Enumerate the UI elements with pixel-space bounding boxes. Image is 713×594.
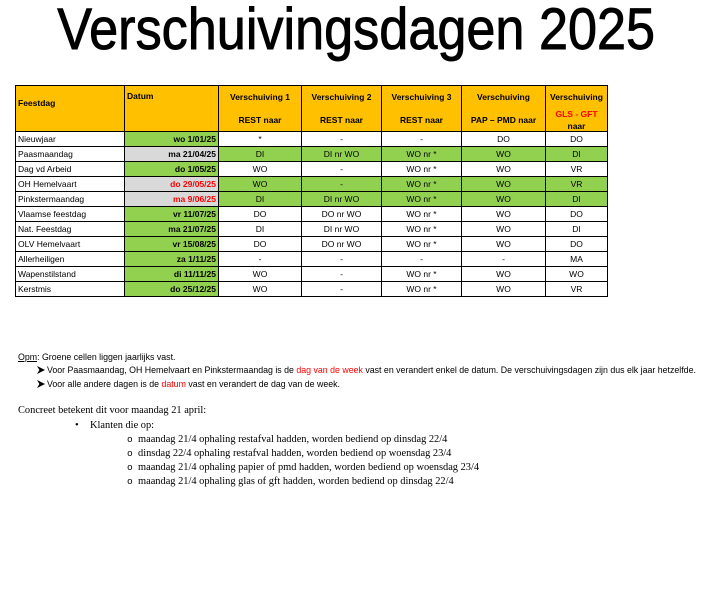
cell-v2: - [302,177,382,192]
cell-datum: vr 11/07/25 [125,207,219,222]
cell-datum: do 25/12/25 [125,282,219,297]
cell-gls: VR [546,177,608,192]
header-verschuiving-pap-pmd [462,86,546,132]
header-title: Verschuiving [477,92,530,102]
header-title: Verschuiving [550,92,603,102]
example-item: maandag 21/4 ophaling papier of pmd hadden, worden bediend op woensdag 23/4 [138,462,480,473]
cell-v3: - [382,252,462,267]
cell-v1: DI [219,192,302,207]
table-row [16,207,608,222]
header-datum [125,86,219,132]
cell-datum: vr 15/08/25 [125,237,219,252]
cell-datum: ma 9/06/25 [125,192,219,207]
cell-datum: wo 1/01/25 [125,132,219,147]
cell-gls: VR [546,282,608,297]
cell-v2: - [302,267,382,282]
cell-feestdag: OLV Hemelvaart [16,237,125,252]
cell-v2: - [302,162,382,177]
cell-feestdag: Paasmaandag [16,147,125,162]
cell-pap: WO [462,222,546,237]
header-title: Verschuiving 1 [230,92,290,102]
cell-v2: DI nr WO [302,222,382,237]
cell-v3: WO nr * [382,222,462,237]
table-row [16,282,608,297]
table-row [16,192,608,207]
page-title-container [0,0,713,62]
note-highlight: dag van de week [296,365,363,375]
sub-bullet-marker: o [127,448,133,459]
remark-text: : Groene cellen liggen jaarlijks vast. [37,352,176,362]
header-feestdag [16,86,125,132]
cell-v3: - [382,132,462,147]
cell-feestdag: Dag vd Arbeid [16,162,125,177]
table-row [16,222,608,237]
header-subtitle: REST naar [320,115,363,125]
cell-v3: WO nr * [382,147,462,162]
cell-datum: ma 21/04/25 [125,147,219,162]
cell-v2: - [302,252,382,267]
header-verschuiving-1 [219,86,302,132]
table-row [16,252,608,267]
cell-feestdag: OH Hemelvaart [16,177,125,192]
cell-v1: DO [219,237,302,252]
cell-v3: WO nr * [382,207,462,222]
header-subtitle: REST naar [400,115,443,125]
cell-v1: - [219,252,302,267]
cell-v2: DI nr WO [302,147,382,162]
example-item: maandag 21/4 ophaling restafval hadden, worden bediend op dinsdag 22/4 [138,434,448,445]
cell-feestdag: Nieuwjaar [16,132,125,147]
cell-gls: VR [546,162,608,177]
cell-v2: - [302,132,382,147]
cell-v1: * [219,132,302,147]
cell-gls: DO [546,132,608,147]
cell-v3: WO nr * [382,267,462,282]
sub-bullet-marker: o [127,462,133,473]
arrow-bullet-icon [37,366,45,374]
cell-v3: WO nr * [382,162,462,177]
cell-feestdag: Kerstmis [16,282,125,297]
table-row [16,237,608,252]
cell-pap: WO [462,282,546,297]
cell-datum: za 1/11/25 [125,252,219,267]
header-verschuiving-3 [382,86,462,132]
table-row [16,162,608,177]
cell-feestdag: Vlaamse feestdag [16,207,125,222]
header-subtitle: REST naar [238,115,282,125]
cell-feestdag: Nat. Feestdag [16,222,125,237]
note-bullet [47,378,340,390]
table-header-row [16,86,608,132]
cell-v2: DO nr WO [302,207,382,222]
cell-gls: DO [546,207,608,222]
cell-feestdag: Wapenstilstand [16,267,125,282]
cell-datum: do 1/05/25 [125,162,219,177]
cell-v1: WO [219,177,302,192]
header-subtitle: PAP – PMD naar [470,115,537,125]
note-text: vast en verandert enkel de datum. De verschuivingsdagen zijn dus elk jaar hetzelfde. [362,365,696,375]
cell-pap: WO [462,192,546,207]
bullet-marker: • [75,420,79,431]
example-intro: Concreet betekent dit voor maandag 21 april: [18,405,207,416]
note-text: Voor alle andere dagen is de [47,379,162,389]
cell-gls: DI [546,192,608,207]
cell-v1: DI [219,222,302,237]
cell-feestdag: Allerheiligen [16,252,125,267]
cell-v2: DI nr WO [302,192,382,207]
cell-v3: WO nr * [382,282,462,297]
cell-gls: DO [546,237,608,252]
cell-v1: WO [219,267,302,282]
cell-v1: DO [219,207,302,222]
cell-v3: WO nr * [382,192,462,207]
note-bullet [47,364,696,376]
cell-v2: - [302,282,382,297]
cell-v1: WO [219,162,302,177]
cell-pap: WO [462,177,546,192]
table-row [16,132,608,147]
cell-pap: WO [462,267,546,282]
table-row [16,177,608,192]
header-feestdag-label: Feestdag [18,98,56,108]
sub-bullet-marker: o [127,476,133,487]
cell-gls: DI [546,222,608,237]
header-subtitle: naar [567,121,586,131]
cell-v1: DI [219,147,302,162]
remark-label: Opm [18,352,38,362]
cell-datum: di 11/11/25 [125,267,219,282]
table-row [16,147,608,162]
cell-pap: DO [462,132,546,147]
schedule-table [15,85,608,297]
note-highlight: datum [161,379,186,389]
cell-v3: WO nr * [382,177,462,192]
cell-pap: - [462,252,546,267]
header-title: Verschuiving 2 [311,92,372,102]
example-item: maandag 21/4 ophaling glas of gft hadden, worden bediend op dinsdag 22/4 [138,476,454,487]
header-title: Verschuiving 3 [391,92,452,102]
header-subtitle-highlight: GLS - GFT [555,109,598,119]
cell-pap: WO [462,147,546,162]
header-datum-label: Datum [127,91,154,101]
header-verschuiving-2 [302,86,382,132]
header-verschuiving-gls-gft [546,86,608,132]
table-row [16,267,608,282]
table-body [16,132,608,297]
remark-line [18,351,175,363]
cell-v3: WO nr * [382,237,462,252]
sub-bullet-marker: o [127,434,133,445]
note-text: vast en verandert de dag van de week. [185,379,340,389]
page-title: Verschuivingsdagen 2025 [57,0,656,62]
cell-pap: WO [462,237,546,252]
cell-feestdag: Pinkstermaandag [16,192,125,207]
cell-gls: DI [546,147,608,162]
cell-v2: DO nr WO [302,237,382,252]
cell-v1: WO [219,282,302,297]
cell-datum: ma 21/07/25 [125,222,219,237]
cell-pap: WO [462,162,546,177]
cell-gls: MA [546,252,608,267]
cell-pap: WO [462,207,546,222]
example-item: dinsdag 22/4 ophaling restafval hadden, worden bediend op woensdag 23/4 [138,448,452,459]
arrow-bullet-icon [37,380,45,388]
cell-datum: do 29/05/25 [125,177,219,192]
note-text: Voor Paasmaandag, OH Hemelvaart en Pinkstermaandag is de [47,365,297,375]
example-bullet-text: Klanten die op: [90,420,155,431]
cell-gls: WO [546,267,608,282]
